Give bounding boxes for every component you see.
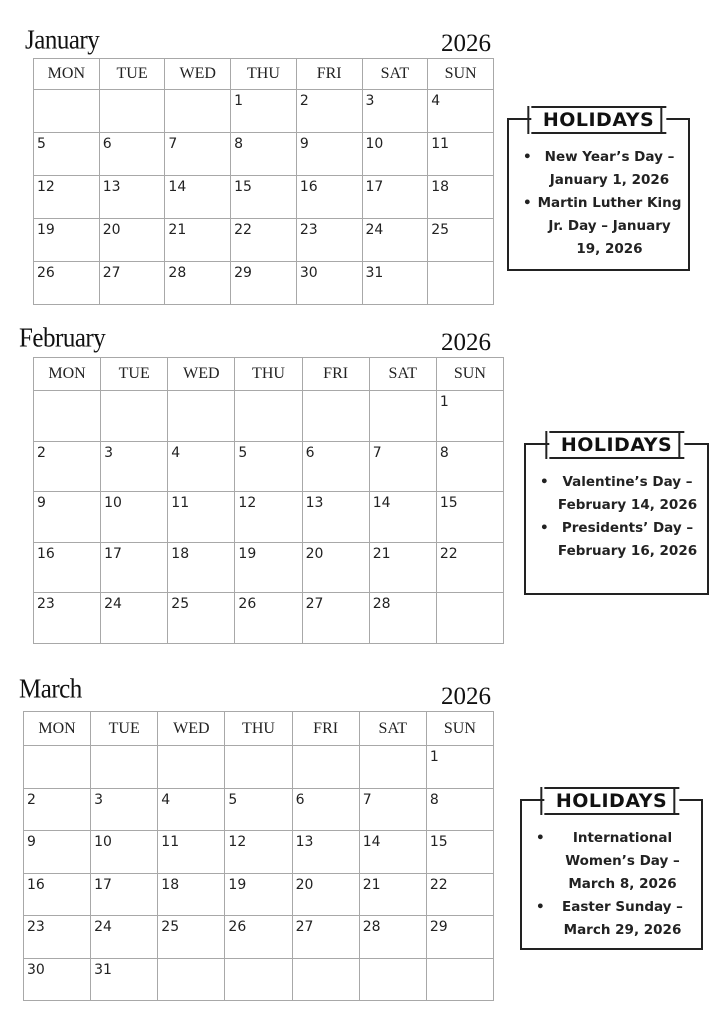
holidays-list xyxy=(509,146,688,261)
weekday-header: THU xyxy=(231,59,297,90)
year-january: 2026 xyxy=(441,30,491,57)
empty-day-cell xyxy=(165,90,231,133)
week-row xyxy=(24,831,494,874)
day-cell: 5 xyxy=(235,441,302,492)
weekday-header: WED xyxy=(165,59,231,90)
day-cell: 28 xyxy=(369,593,436,644)
weekday-header: SAT xyxy=(369,358,436,391)
day-cell: 11 xyxy=(158,831,225,874)
day-cell: 1 xyxy=(436,391,503,442)
weekday-header-row xyxy=(24,712,494,746)
year-march: 2026 xyxy=(441,683,491,710)
holiday-text: Easter Sunday – March 29, 2026 xyxy=(562,899,683,938)
week-row xyxy=(24,958,494,1001)
holidays-banner: HOLIDAYS xyxy=(544,787,679,815)
bullet-icon: • xyxy=(540,520,549,536)
empty-day-cell xyxy=(436,593,503,644)
week-row xyxy=(24,788,494,831)
holiday-item xyxy=(523,192,682,261)
day-cell: 18 xyxy=(158,873,225,916)
day-cell: 27 xyxy=(302,593,369,644)
day-cell: 1 xyxy=(231,90,297,133)
day-cell: 5 xyxy=(225,788,292,831)
empty-day-cell xyxy=(426,958,493,1001)
day-cell: 8 xyxy=(231,133,297,176)
calendar-grid-january xyxy=(33,58,494,305)
holiday-item xyxy=(536,827,695,896)
empty-day-cell xyxy=(235,391,302,442)
weekday-header-row xyxy=(34,358,504,391)
weekday-header: FRI xyxy=(296,59,362,90)
holidays-box-february xyxy=(524,434,709,595)
day-cell: 11 xyxy=(428,133,494,176)
holiday-item xyxy=(536,896,695,942)
day-cell: 13 xyxy=(99,176,165,219)
day-cell: 26 xyxy=(34,262,100,305)
day-cell: 10 xyxy=(101,492,168,543)
holiday-text: New Year’s Day – January 1, 2026 xyxy=(544,149,675,188)
empty-day-cell xyxy=(292,958,359,1001)
day-cell: 15 xyxy=(436,492,503,543)
holiday-item xyxy=(540,471,701,517)
day-cell: 6 xyxy=(99,133,165,176)
day-cell: 16 xyxy=(24,873,91,916)
day-cell: 28 xyxy=(165,262,231,305)
weekday-header: FRI xyxy=(292,712,359,746)
day-cell: 19 xyxy=(34,219,100,262)
week-row xyxy=(34,219,494,262)
weekday-header: SUN xyxy=(426,712,493,746)
holiday-text: International Women’s Day – March 8, 2026 xyxy=(565,830,680,892)
day-cell: 16 xyxy=(34,542,101,593)
weekday-header: MON xyxy=(24,712,91,746)
day-cell: 29 xyxy=(426,916,493,959)
day-cell: 25 xyxy=(428,219,494,262)
empty-day-cell xyxy=(292,746,359,789)
year-february: 2026 xyxy=(441,329,491,356)
holidays-list xyxy=(522,827,701,942)
week-row xyxy=(24,873,494,916)
day-cell: 3 xyxy=(101,441,168,492)
holiday-item xyxy=(523,146,682,192)
day-cell: 23 xyxy=(296,219,362,262)
day-cell: 16 xyxy=(296,176,362,219)
weekday-header: SUN xyxy=(428,59,494,90)
empty-day-cell xyxy=(99,90,165,133)
day-cell: 19 xyxy=(235,542,302,593)
week-row xyxy=(24,916,494,959)
day-cell: 4 xyxy=(168,441,235,492)
day-cell: 26 xyxy=(225,916,292,959)
weekday-header: WED xyxy=(158,712,225,746)
empty-day-cell xyxy=(225,746,292,789)
holidays-banner: HOLIDAYS xyxy=(531,106,666,134)
day-cell: 8 xyxy=(436,441,503,492)
day-cell: 24 xyxy=(101,593,168,644)
month-title-january: January xyxy=(25,25,100,55)
weekday-header: THU xyxy=(235,358,302,391)
empty-day-cell xyxy=(158,746,225,789)
holidays-box-january xyxy=(507,109,690,271)
day-cell: 21 xyxy=(369,542,436,593)
day-cell: 12 xyxy=(225,831,292,874)
day-cell: 5 xyxy=(34,133,100,176)
day-cell: 2 xyxy=(24,788,91,831)
day-cell: 7 xyxy=(359,788,426,831)
holiday-text: Valentine’s Day – February 14, 2026 xyxy=(557,474,698,513)
weekday-header: WED xyxy=(168,358,235,391)
day-cell: 2 xyxy=(34,441,101,492)
holidays-list xyxy=(526,471,707,563)
week-row xyxy=(34,593,504,644)
weekday-header: TUE xyxy=(101,358,168,391)
calendar-grid-march xyxy=(23,711,494,1001)
day-cell: 21 xyxy=(359,873,426,916)
empty-day-cell xyxy=(101,391,168,442)
empty-day-cell xyxy=(34,391,101,442)
weekday-header: TUE xyxy=(99,59,165,90)
empty-day-cell xyxy=(302,391,369,442)
day-cell: 1 xyxy=(426,746,493,789)
day-cell: 29 xyxy=(231,262,297,305)
holiday-text: Martin Luther King Jr. Day – January 19, 2026 xyxy=(537,195,682,257)
bullet-icon: • xyxy=(536,830,545,846)
day-cell: 7 xyxy=(369,441,436,492)
day-cell: 7 xyxy=(165,133,231,176)
empty-day-cell xyxy=(359,746,426,789)
day-cell: 9 xyxy=(296,133,362,176)
day-cell: 21 xyxy=(165,219,231,262)
day-cell: 17 xyxy=(91,873,158,916)
bullet-icon: • xyxy=(523,149,532,165)
day-cell: 25 xyxy=(158,916,225,959)
day-cell: 10 xyxy=(91,831,158,874)
day-cell: 20 xyxy=(302,542,369,593)
weekday-header: MON xyxy=(34,59,100,90)
day-cell: 15 xyxy=(426,831,493,874)
day-cell: 24 xyxy=(91,916,158,959)
day-cell: 30 xyxy=(296,262,362,305)
day-cell: 27 xyxy=(292,916,359,959)
day-cell: 8 xyxy=(426,788,493,831)
weekday-header: FRI xyxy=(302,358,369,391)
month-title-march: March xyxy=(19,674,82,704)
day-cell: 26 xyxy=(235,593,302,644)
day-cell: 2 xyxy=(296,90,362,133)
week-row xyxy=(34,133,494,176)
day-cell: 20 xyxy=(292,873,359,916)
empty-day-cell xyxy=(168,391,235,442)
day-cell: 10 xyxy=(362,133,428,176)
day-cell: 25 xyxy=(168,593,235,644)
day-cell: 23 xyxy=(24,916,91,959)
day-cell: 6 xyxy=(292,788,359,831)
day-cell: 9 xyxy=(24,831,91,874)
day-cell: 14 xyxy=(359,831,426,874)
empty-day-cell xyxy=(91,746,158,789)
weekday-header: THU xyxy=(225,712,292,746)
day-cell: 11 xyxy=(168,492,235,543)
weekday-header: MON xyxy=(34,358,101,391)
day-cell: 17 xyxy=(362,176,428,219)
day-cell: 22 xyxy=(231,219,297,262)
day-cell: 18 xyxy=(428,176,494,219)
week-row xyxy=(34,542,504,593)
weekday-header: TUE xyxy=(91,712,158,746)
weekday-header-row xyxy=(34,59,494,90)
day-cell: 31 xyxy=(362,262,428,305)
empty-day-cell xyxy=(158,958,225,1001)
week-row xyxy=(34,262,494,305)
holidays-banner: HOLIDAYS xyxy=(549,431,684,459)
day-cell: 4 xyxy=(158,788,225,831)
week-row xyxy=(34,176,494,219)
day-cell: 12 xyxy=(34,176,100,219)
bullet-icon: • xyxy=(523,195,532,211)
empty-day-cell xyxy=(225,958,292,1001)
week-row xyxy=(34,90,494,133)
day-cell: 28 xyxy=(359,916,426,959)
week-row xyxy=(34,441,504,492)
day-cell: 31 xyxy=(91,958,158,1001)
day-cell: 24 xyxy=(362,219,428,262)
day-cell: 4 xyxy=(428,90,494,133)
day-cell: 9 xyxy=(34,492,101,543)
empty-day-cell xyxy=(24,746,91,789)
week-row xyxy=(24,746,494,789)
weekday-header: SAT xyxy=(359,712,426,746)
empty-day-cell xyxy=(428,262,494,305)
holiday-item xyxy=(540,517,701,563)
day-cell: 13 xyxy=(292,831,359,874)
week-row xyxy=(34,391,504,442)
day-cell: 23 xyxy=(34,593,101,644)
day-cell: 18 xyxy=(168,542,235,593)
bullet-icon: • xyxy=(540,474,549,490)
day-cell: 3 xyxy=(91,788,158,831)
weekday-header: SAT xyxy=(362,59,428,90)
empty-day-cell xyxy=(34,90,100,133)
day-cell: 22 xyxy=(426,873,493,916)
weekday-header: SUN xyxy=(436,358,503,391)
day-cell: 30 xyxy=(24,958,91,1001)
day-cell: 20 xyxy=(99,219,165,262)
day-cell: 27 xyxy=(99,262,165,305)
bullet-icon: • xyxy=(536,899,545,915)
week-row xyxy=(34,492,504,543)
day-cell: 12 xyxy=(235,492,302,543)
day-cell: 15 xyxy=(231,176,297,219)
day-cell: 3 xyxy=(362,90,428,133)
day-cell: 14 xyxy=(165,176,231,219)
day-cell: 19 xyxy=(225,873,292,916)
day-cell: 22 xyxy=(436,542,503,593)
empty-day-cell xyxy=(369,391,436,442)
calendar-grid-february xyxy=(33,357,504,644)
holiday-text: Presidents’ Day – February 16, 2026 xyxy=(557,520,698,559)
holidays-box-march xyxy=(520,790,703,950)
day-cell: 6 xyxy=(302,441,369,492)
empty-day-cell xyxy=(359,958,426,1001)
day-cell: 13 xyxy=(302,492,369,543)
month-title-february: February xyxy=(19,323,106,353)
day-cell: 14 xyxy=(369,492,436,543)
day-cell: 17 xyxy=(101,542,168,593)
